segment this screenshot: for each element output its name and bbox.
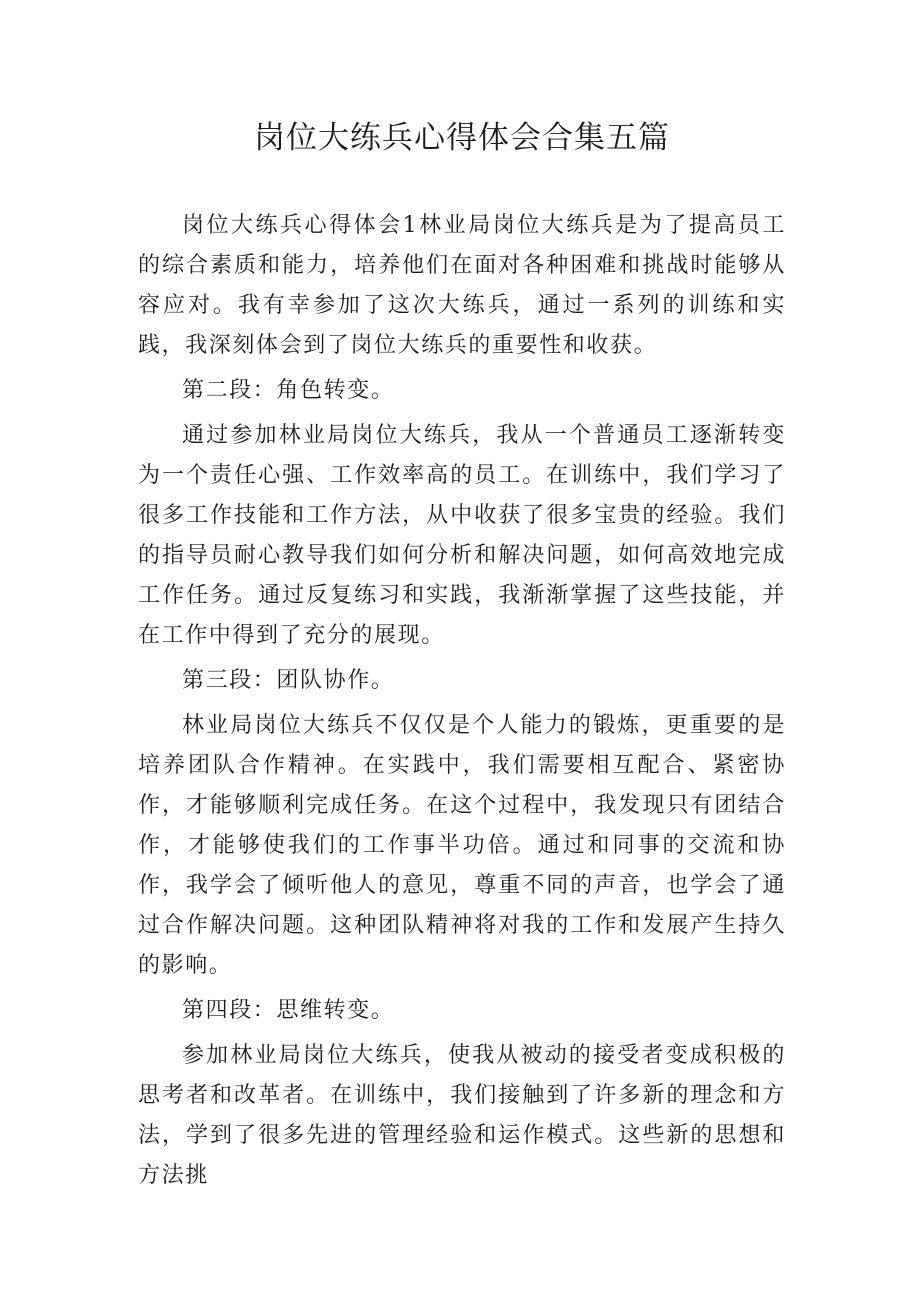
section-heading-4: 第四段：思维转变。 — [182, 998, 395, 1023]
paragraph-teamwork: 林业局岗位大练兵不仅仅是个人能力的锻炼，更重要的是培养团队合作精神。在实践中，我们需要相互配合、紧密协作，才能够顺利完成任务。在这个过程中，我发现只有团结合作，才能够使我们的工作事半功倍。通过和同事的交流和协作，我学会了倾听他人的意见，尊重不同的声音，也学会了通过合作解决问题。这种团队精神将对我的工作和发展产生持久的影响。 — [138, 713, 786, 978]
paragraph-role-change: 通过参加林业局岗位大练兵，我从一个普通员工逐渐转变为一个责任心强、工作效率高的员工。在训练中，我们学习了很多工作技能和工作方法，从中收获了很多宝贵的经验。我们的指导员耐心教导我们如何分析和解决问题，如何高效地完成工作任务。通过反复练习和实践，我渐渐掌握了这些技能，并在工作中得到了充分的展现。 — [138, 423, 786, 648]
section-heading-2: 第二段：角色转变。 — [182, 378, 395, 403]
document-body — [138, 206, 786, 1196]
document-title: 岗位大练兵心得体会合集五篇 — [254, 120, 670, 156]
paragraph-intro: 岗位大练兵心得体会1林业局岗位大练兵是为了提高员工的综合素质和能力，培养他们在面对各种困难和挑战时能够从容应对。我有幸参加了这次大练兵，通过一系列的训练和实践，我深刻体会到了岗位大练兵的重要性和收获。 — [138, 213, 786, 358]
paragraph-mindset-change: 参加林业局岗位大练兵，使我从被动的接受者变成积极的思考者和改革者。在训练中，我们接触到了许多新的理念和方法，学到了很多先进的管理经验和运作模式。这些新的思想和方法挑 — [138, 1043, 786, 1188]
section-heading-3: 第三段：团队协作。 — [182, 668, 395, 693]
